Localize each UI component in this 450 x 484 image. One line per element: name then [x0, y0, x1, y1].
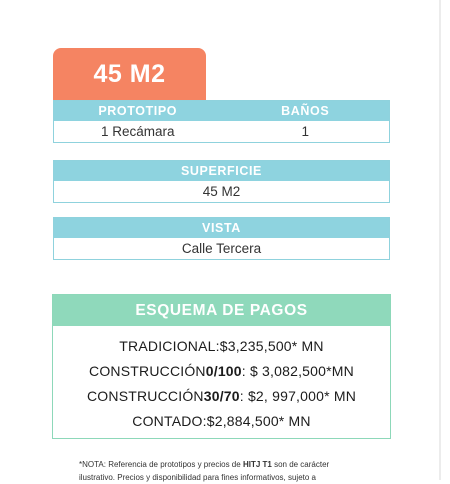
vista-header: VISTA: [202, 221, 241, 235]
payment-scheme-title: ESQUEMA DE PAGOS: [53, 295, 390, 326]
payment-bold: 30/70: [203, 387, 240, 404]
payment-label: CONTADO:: [132, 412, 207, 429]
prototype-table-row: [54, 121, 389, 142]
payment-scheme-box: [52, 294, 391, 439]
disclaimer-note: [79, 458, 379, 484]
vista-value: Calle Tercera: [181, 241, 262, 256]
superficie-row: [54, 181, 389, 202]
payment-amount: : $ 3,082,500*MN: [241, 362, 354, 379]
superficie-header-row: [54, 161, 389, 181]
vista-row: [54, 238, 389, 259]
prototipo-header: PROTOTIPO: [98, 104, 178, 118]
prototipo-value: 1 Recámara: [100, 124, 175, 139]
note-project-code: HITJ T1: [242, 460, 272, 469]
superficie-value: 45 M2: [202, 184, 241, 199]
page-edge-divider: [439, 0, 441, 480]
payment-row-tradicional: [53, 333, 390, 358]
note-line-1: [79, 458, 379, 471]
superficie-table: [53, 160, 390, 203]
payment-amount: : $2, 997,000* MN: [239, 387, 357, 404]
vista-header-row: [54, 218, 389, 238]
vista-table: [53, 217, 390, 260]
payment-row-construccion-0-100: [53, 358, 390, 383]
payment-bold: 0/100: [205, 362, 242, 379]
payment-label: CONSTRUCCIÓN: [86, 387, 204, 404]
payment-amount: $2,884,500* MN: [206, 412, 311, 429]
payment-row-contado: [53, 408, 390, 433]
payment-label: CONSTRUCCIÓN: [89, 362, 206, 379]
payment-amount: $3,235,500* MN: [219, 337, 324, 354]
size-badge: 45 M2: [53, 48, 206, 101]
note-line-2: ilustrativo. Precios y disponibilidad para fines informativos, sujeto a: [79, 473, 317, 482]
note-suffix: son de carácter: [271, 460, 330, 469]
banos-value: 1: [301, 124, 309, 139]
prototype-table: [53, 100, 390, 143]
banos-header: BAÑOS: [281, 104, 330, 118]
payment-rows: [53, 326, 390, 433]
payment-row-construccion-30-70: [53, 383, 390, 408]
note-prefix: *NOTA: Referencia de prototipos y precios de: [79, 460, 243, 469]
superficie-header: SUPERFICIE: [180, 164, 262, 178]
payment-label: TRADICIONAL:: [119, 337, 220, 354]
prototype-table-header: [54, 101, 389, 121]
